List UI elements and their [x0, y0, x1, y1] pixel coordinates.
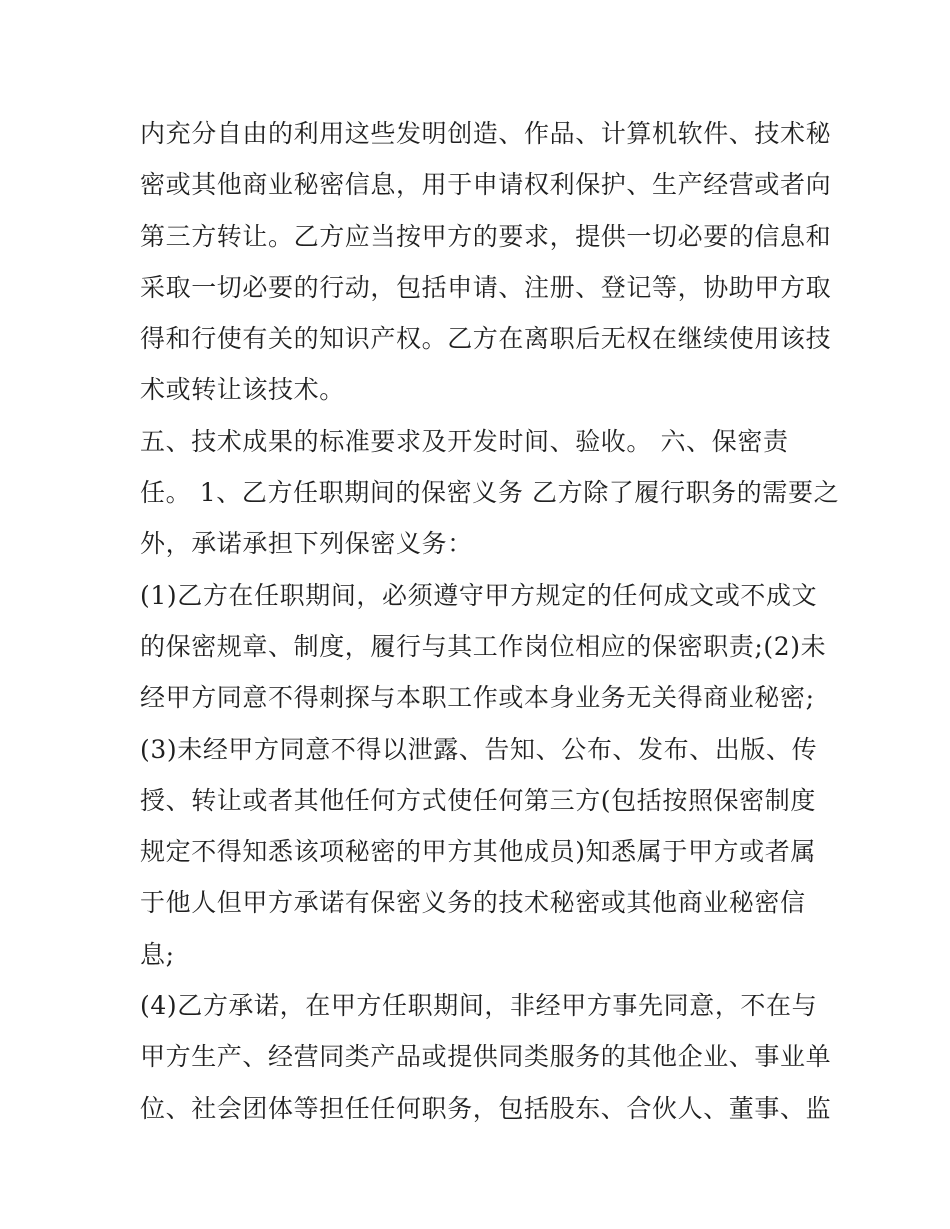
text-line: 经甲方同意不得刺探与本职工作或本身业务无关得商业秘密;	[140, 683, 815, 713]
text-line: (4)乙方承诺，在甲方任职期间，非经甲方事先同意，不在与	[140, 991, 818, 1021]
text-line: 的保密规章、制度，履行与其工作岗位相应的保密职责;(2)未	[140, 631, 827, 661]
text-line: (1)乙方在任职期间，必须遵守甲方规定的任何成文或不成文	[140, 580, 818, 610]
document-body-text	[140, 108, 840, 1134]
text-line: 采取一切必要的行动，包括申请、注册、登记等，协助甲方取	[140, 272, 832, 302]
text-line: 授、转让或者其他任何方式使任何第三方(包括按照保密制度	[140, 785, 816, 815]
text-line: 术或转让该技术。	[140, 375, 345, 405]
text-line: 内充分自由的利用这些发明创造、作品、计算机软件、技术秘	[140, 119, 832, 148]
text-line: (3)未经甲方同意不得以泄露、告知、公布、发布、出版、传	[140, 734, 818, 764]
text-line: 于他人但甲方承诺有保密义务的技术秘密或其他商业秘密信	[140, 888, 806, 918]
text-line: 五、技术成果的标准要求及开发时间、验收。 六、保密责	[140, 426, 789, 456]
text-line: 第三方转让。乙方应当按甲方的要求，提供一切必要的信息和	[140, 221, 832, 251]
text-line: 任。 1、乙方任职期间的保密义务 乙方除了履行职务的需要之	[140, 478, 840, 508]
text-line: 位、社会团体等担任任何职务，包括股东、合伙人、董事、监	[140, 1093, 832, 1123]
text-line: 甲方生产、经营同类产品或提供同类服务的其他企业、事业单	[140, 1042, 832, 1072]
text-line: 规定不得知悉该项秘密的甲方其他成员)知悉属于甲方或者属	[140, 837, 816, 867]
text-line: 密或其他商业秘密信息，用于申请权利保护、生产经营或者向	[140, 170, 832, 200]
text-line: 得和行使有关的知识产权。乙方在离职后无权在继续使用该技	[140, 324, 832, 354]
text-line: 外，承诺承担下列保密义务：	[140, 529, 473, 559]
text-line: 息;	[140, 939, 175, 969]
